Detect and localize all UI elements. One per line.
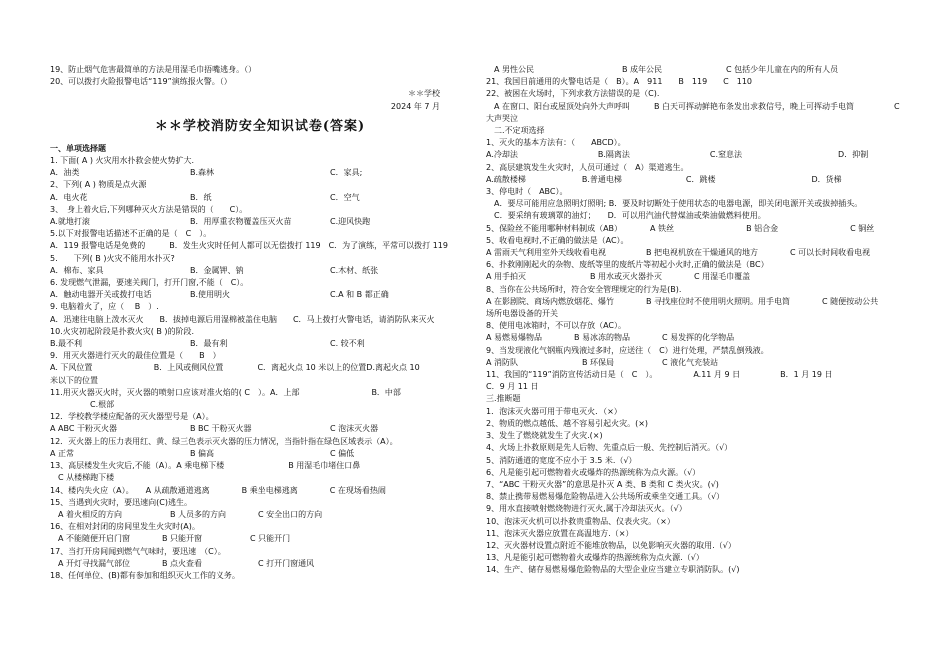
question-line: 13、高层楼发生火灾后,不能（A）。A 乘电梯下楼 B 用湿毛巾堵住口鼻 [50, 461, 361, 471]
answer-option: B．金属钾、钠 [190, 265, 244, 275]
right-column [486, 64, 906, 577]
question-line: 15、当遇到火灾时，要迅速向(C)逃生。 [50, 497, 193, 507]
exam-date: 2024 年 7 月 [390, 101, 440, 111]
question-line: 9．用灭火器进行灭火的最佳位置是（ B ） [50, 351, 221, 361]
question-line: 3、发生了燃烧就发生了火灾.(×) [486, 431, 603, 441]
answer-option: B.森林 [190, 168, 215, 178]
question-line: A 用手拍灭 B 用水或灭火器扑灭 C 用湿毛巾覆盖 [486, 272, 751, 282]
answer-options-line [50, 289, 470, 301]
answer-option: B.最不利 [50, 339, 83, 349]
answer-option: C 偏低 [330, 448, 355, 458]
question-line: C 从楼梯跑下楼 [50, 473, 115, 483]
answer-options-line [50, 423, 470, 435]
answer-option: B．上风或侧风位置 [153, 363, 224, 373]
answer-option: A 正常 [50, 448, 75, 458]
question-line: 5.以下对报警电话描述不正确的是（ C ）。 [50, 229, 212, 239]
answer-options-line [50, 362, 470, 374]
answer-option: A．电火花 [50, 192, 88, 202]
question-line: A 男性公民 B 成年公民 C 包括少年儿童在内的所有人员 [486, 65, 839, 74]
question-line: A 不能随便开启门窗 B 只能开窗 C 只能开门 [50, 534, 291, 544]
question-line: A.冷却法 B.隔离法 C.窒息法 D．抑制 [486, 150, 869, 160]
question-line: 4、火场上扑救原则是先人后物、先重点后一般、先控制后消灭。（√） [486, 443, 733, 453]
answer-options-line [50, 167, 470, 179]
question-line: 场所电器设备的开关 [486, 309, 558, 319]
question-line: 2、物质的燃点越低、越不容易引起火灾。(×) [486, 418, 649, 428]
answer-option: A．触动电器开关或拨打电话 [50, 290, 152, 300]
question-line: 5、保险丝不能用哪种材料制成（AB） A 铁丝 B 铝合金 C 铜丝 [486, 223, 875, 233]
answer-option: C. 较不利 [330, 339, 365, 349]
question-line: A 着火相反的方向 B 人员多的方向 C 安全出口的方向 [50, 509, 323, 519]
question-line: 5、收看电视时,不正确的做法是（AC）。 [486, 235, 629, 245]
answer-options-line [50, 216, 470, 228]
question-line: 2、下列( A ) 物质是点火源 [50, 180, 147, 190]
question-line: 12．灭火器上的压力表用红、黄、绿三色表示灭火器的压力情况，当指针指在绿色区域表示（A）。 [50, 436, 398, 446]
question-line: 16、在相对封闭的房间里发生火灾时(A)。 [50, 522, 200, 532]
question-line: A 在影剧院、商场内燃放烟花、爆竹 B 寻找座位时不使用明火照明。用手电筒 C 随便按动公共 [486, 296, 879, 306]
answer-option: B 偏高 [190, 448, 215, 458]
question-line: 9、用水直接喷射燃烧物进行灭火,属于冷却法灭火。（√） [486, 504, 687, 514]
question-line: 11.用灭火器灭火时，灭火器的喷射口应该对准火焰的( C ）。A．上部 B．中部 [50, 387, 401, 397]
question-line: 12、灭火器材设置点附近不能堆放物品，以免影响灭火器的取用.（√） [486, 540, 736, 550]
question-line: 21、我国目前通用的火警电话是（ B）。A 911 B 119 C 110 [486, 77, 753, 87]
question-line: A 消防队 B 环保局 C 液化气充装站 [486, 357, 719, 367]
answer-option: A. 下风位置 [50, 363, 93, 373]
question-line: A．迅速往电脑上泼水灭火 B．拔掉电源后用湿棉被盖住电脑 C．马上拨打火警电话，请消防队来灭火 [50, 314, 435, 324]
question-line: 20、可以拨打火险报警电话“119”演练报火警。（） [50, 77, 232, 87]
answer-option: C 泡沫灭火器 [330, 424, 379, 434]
question-line: C．9 月 11 日 [486, 382, 539, 392]
answer-option: A ABC 干粉灭火器 [50, 424, 117, 434]
answer-options-line [50, 338, 470, 350]
question-line: 大声哭泣 [486, 113, 518, 123]
question-line: 5、消防通道的宽度不应小于 3.5 米.（√） [486, 455, 637, 465]
question-line: 18、任何单位、(B)都有参加和组织灭火工作的义务。 [50, 570, 240, 580]
left-column [50, 64, 470, 582]
question-line: 9. 电脑着火了，应（ B ）. [50, 302, 159, 312]
exam-title: ＊＊学校消防安全知识试卷(答案) [154, 118, 366, 134]
question-line: A．119 报警电话是免费的 B．发生火灾时任何人都可以无偿拨打 119 C．为了演练，平常可以拨打 119 [50, 241, 448, 251]
question-line: 8、当你在公共场所时，符合安全管理规定的行为是(B). [486, 284, 682, 294]
answer-option: A．棉布、家具 [50, 265, 104, 275]
answer-option: C.迎风快跑 [330, 217, 371, 227]
answer-option: B．用厚重衣物覆盖压灭火苗 [190, 217, 292, 227]
answer-options-line [50, 192, 470, 204]
answer-options-line [50, 265, 470, 277]
question-line: 8、禁止携带易燃易爆危险物品进入公共场所或乘坐交通工具。（√） [486, 492, 725, 502]
answer-option: B．纸 [190, 192, 212, 202]
answer-option: C．离起火点 10 米以上的位置 [257, 363, 367, 373]
answer-option: A.就地打滚 [50, 217, 90, 227]
answer-option: B.使用明火 [190, 290, 231, 300]
answer-option: A．油类 [50, 168, 80, 178]
question-line: 9、当发现液化气钢瓶内残液过多时，应送往（ C）进行处理，严禁乱倒残液。 [486, 345, 769, 355]
question-line: 8、使用电冰箱时，不可以存放（AC）。 [486, 321, 627, 331]
answer-option: C.A 和 B 都正确 [330, 290, 389, 300]
question-line: 7、“ABC 干粉灭火器”的意思是扑灭 A 类、B 类和 C 类火灾。(√) [486, 479, 719, 489]
answer-option: C．家具; [330, 168, 363, 178]
question-line: 19、防止烟气危害最简单的方法是用湿毛巾捂嘴逃身。（） [50, 65, 257, 74]
question-line: A 开灯寻找漏气部位 B 点火查看 C 打开门窗通风 [50, 558, 315, 568]
question-line: 3、停电时（ ABC）。 [486, 187, 568, 197]
question-line: C.根部 [50, 400, 115, 410]
question-line: 14、生产、储存易燃易爆危险物品的大型企业应当建立专职消防队。(√) [486, 565, 740, 575]
question-line: 3、 身上着火后,下列哪种灭火方法是错误的（ C）。 [50, 204, 248, 214]
question-line: 12．学校教学楼应配备的灭火器型号是（A）。 [50, 412, 214, 422]
section-heading-single-choice: 一、单项选择题 [50, 143, 106, 153]
question-line: 10、泡沫灭火机可以扑救贵重物品、仪表火灾。（×） [486, 516, 675, 526]
question-line: A 在窗口、阳台或屋顶处向外大声呼叫 B 白天可挥动鲜艳布条发出求救信号，晚上可挥动手电筒 C [486, 101, 900, 111]
question-line: 米以下的位置 [50, 375, 98, 385]
answer-option: B．最有利 [190, 339, 228, 349]
question-line: 6、扑救刚刚起火的杂物、废纸等里的废纸片等初起小火时,正确的做法是（BC） [486, 260, 769, 270]
question-line: 11、泡沫灭火器应放置在高温地方.（×） [486, 528, 634, 538]
question-line: 2、高层建筑发生火灾时，人员可通过（ A）渠道逃生。 [486, 162, 689, 172]
answer-option: D.离起火点 10 [366, 363, 420, 373]
question-line: 6、凡是能引起可燃物着火或爆炸的热源统称为点火源。（√） [486, 467, 701, 477]
question-line: 三.推断题 [486, 394, 521, 404]
question-line: A.疏散楼梯 B.普通电梯 C．跳楼 D．货梯 [486, 174, 842, 184]
question-line: 22、被困在火场时，下列求救方法错误的是（C). [486, 89, 660, 99]
question-line: 1、灭火的基本方法有：（ ABCD）。 [486, 138, 626, 148]
question-line: 6. 发现燃气泄漏，要速关阀门，打开门窗,不能（ C）。 [50, 278, 249, 288]
question-line: 1. 下面( A ) 火灾用水扑救会使火势扩大. [50, 156, 195, 166]
question-line: A 易燃易爆物品 B 易冰冻的物品 C 易发挥的化学物品 [486, 333, 735, 343]
question-line: C．要采纳有玻璃罩的油灯； D．可以用汽油代替煤油或柴油做燃料使用。 [486, 211, 766, 221]
question-line: 5. 下列( B )火灾不能用水扑灭? [50, 253, 175, 263]
question-line: 10.火灾初起阶段是扑救火灾( B )的阶段. [50, 326, 195, 336]
question-line: A 雷雨天气利用室外天线收看电视 B 把电视机放在干燥通风的地方 C 可以长时间收看电视 [486, 248, 871, 258]
question-line: A．要尽可能用应急照明灯照明; B．要及时切断处于使用状态的电器电源，即关闭电源开关或拔掉插头。 [486, 199, 863, 209]
school-label: ＊＊学校 [408, 89, 440, 99]
question-line: 1．泡沫灭火器可用于带电灭火．（×） [486, 406, 622, 416]
question-line: 11、我国的“119”消防宣传活动日是（ C ）。 A.11 月 9 日 B．1 月 19 日 [486, 370, 833, 380]
answer-option: B BC 干粉灭火器 [190, 424, 252, 434]
question-line: 14、楼内失火应（A）。 A 从疏散通道逃离 B 乘坐电梯逃离 C 在现场看热闹 [50, 485, 386, 495]
question-line: 17、当打开房间闻到燃气气味时，要迅速 （C）。 [50, 546, 226, 556]
question-line: 二.不定项选择 [486, 126, 545, 136]
answer-options-line [50, 448, 470, 460]
answer-option: C.木材、纸张 [330, 265, 379, 275]
answer-option: C．空气 [330, 192, 360, 202]
question-line: 13、凡是能引起可燃物着火或爆炸的热源统称为点火源.（√） [486, 553, 704, 563]
